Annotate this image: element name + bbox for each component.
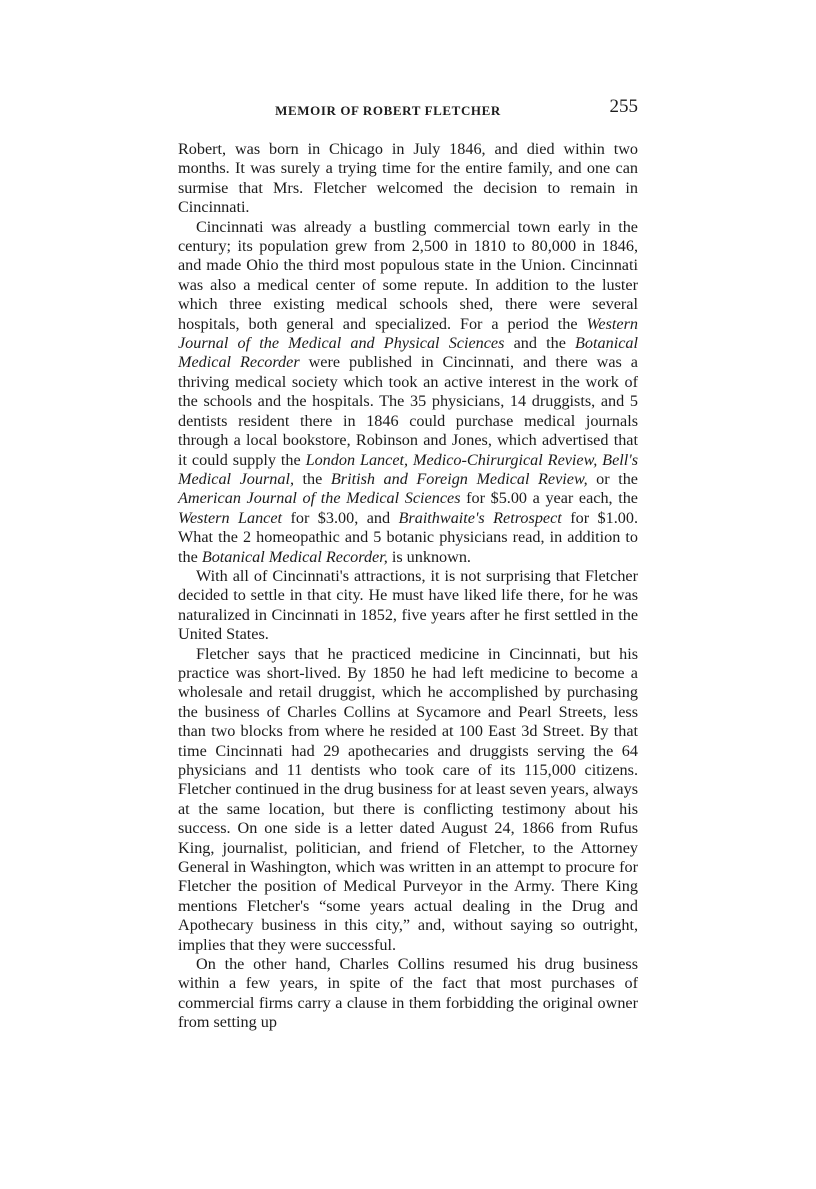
journal-title: Western Journal of the Medical and Physical Sciences [178,314,638,353]
body-text [178,140,638,1033]
text-segment: With all of Cincinnati's attractions, it is not surprising that Fletcher decided to settle in that city. He must have liked life there, for he was naturalized in Cincinnati in 1852, five years after he first settled in the United States. [178,566,638,644]
journal-title: American Journal of the Medical Sciences [178,489,461,508]
text-segment: is unknown. [387,547,471,566]
text-segment: Fletcher says that he practiced medicine in Cincinnati, but his practice was short-lived. By 1850 he had left medicine to become a wholesale and retail druggist, which he accomplished by purchasing the business of Charles Collins at Sycamore and Pearl Streets, less than two blocks from where he resided at 100 East 3d Street. By that time Cincinnati had 29 apothecaries and druggists serving the 64 physicians and 11 dentists who took care of its 115,000 citizens. Fletcher continued in the drug business for at least seven years, always at the same location, but there is conflicting testimony about his success. On one side is a letter dated August 24, 1866 from Rufus King, journalist, politician, and friend of Fletcher, to the Attorney General in Washington, which was written in an attempt to procure for Fletcher the position of Medical Purveyor in the Army. There King mentions Fletcher's “some years actual dealing in the Drug and Apothecary business in this city,” and, without saying so outright, implies that they were successful. [178,644,638,954]
paragraph-3 [178,567,638,645]
journal-title: Braithwaite's Retrospect [398,508,562,527]
text-segment: for $1.00. What the 2 homeopathic and 5 botanic physicians read, in addition to the [178,508,639,566]
text-segment: the [294,469,331,488]
running-head [178,96,638,124]
paragraph-4 [178,645,638,956]
text-segment: for $3.00, and [282,508,399,527]
text-segment: Robert, was born in Chicago in July 1846, and died within two months. It was surely a trying time for the entire family, and one can surmise that Mrs. Fletcher welcomed the decision to remain in Cincinnati. [178,140,638,217]
page-number: 255 [609,96,638,117]
text-segment: for $5.00 a year each, the [460,489,638,508]
journal-title: British and Foreign Medical Review, [330,469,588,488]
text-segment: were published in Cincinnati, and there was a thriving medical society which took an active interest in the work of the schools and the hospitals. The 35 physicians, 14 druggists, and 5 dentists resident there in 1846 could purchase medical journals through a local bookstore, Robinson and Jones, which advertised that it could supply the [178,353,638,469]
running-title: MEMOIR OF ROBERT FLETCHER [275,103,501,118]
journal-title: Botanical Medical Recorder [178,334,638,372]
text-segment: or the [587,469,638,488]
paragraph-5 [178,955,638,1033]
journal-title: Western Lancet [178,508,283,527]
text-segment: On the other hand, Charles Collins resumed his drug business within a few years, in spite of the fact that most purchases of commercial firms carry a clause in them forbidding the original owner from setting up [178,955,638,1032]
text-segment: Cincinnati was already a bustling commercial town early in the century; its population grew from 2,500 in 1810 to 80,000 in 1846, and made Ohio the third most populous state in the Union. Cincinnati was also a medical center of some repute. In addition to the luster which three existing medical schools shed, there were several hospitals, both general and specialized. For a period the [178,217,638,333]
paragraph-2 [178,218,638,567]
text-segment: and the [504,334,576,353]
paragraph-1 [178,140,638,218]
journal-title: London Lancet, Medico-Chirurgical Review, Bell's Medical Journal, [178,450,639,488]
journal-title: Botanical Medical Recorder, [201,547,388,566]
